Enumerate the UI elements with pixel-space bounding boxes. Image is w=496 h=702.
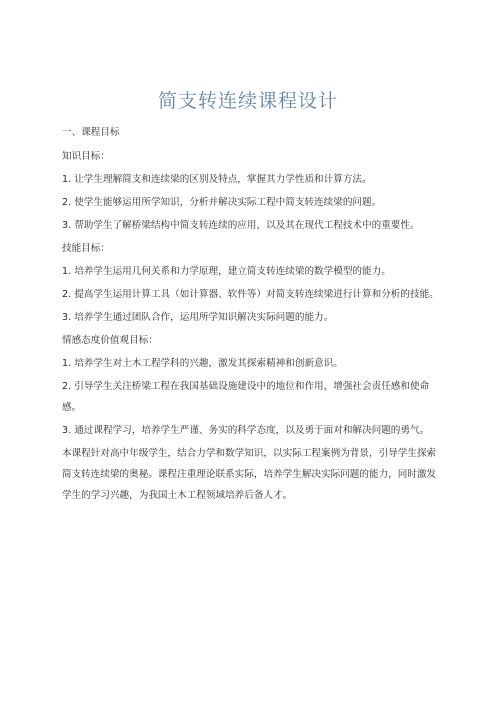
skill-goal-1: 1. 培养学生运用几何关系和力学原理，建立简支转连续梁的数学模型的能力。 <box>62 266 391 277</box>
knowledge-goal-2: 2. 使学生能够运用所学知识，分析并解决实际工程中简支转连续梁的问题。 <box>62 197 382 208</box>
skill-goal-3: 3. 培养学生通过团队合作，运用所学知识解决实际问题的能力。 <box>62 312 334 323</box>
document-body <box>62 124 440 512</box>
affective-goal-3: 3. 通过课程学习，培养学生严谨、务实的科学态度，以及勇于面对和解决问题的勇气。 <box>62 425 430 436</box>
course-summary-paragraph: 本课程针对高中年级学生，结合力学和数学知识，以实际工程案例为背景，引导学生探索简支转连续梁的奥秘。课程注重理论联系实际，培养学生解决实际问题的能力，同时激发学生的学习兴趣，为我国土木工程领域培养后备人才。 <box>62 448 437 501</box>
knowledge-goals-label: 知识目标： <box>62 151 110 162</box>
skill-goals-label: 技能目标： <box>62 243 110 254</box>
section-heading-course-objectives: 一、课程目标 <box>62 127 120 138</box>
skill-goal-2: 2. 提高学生运用计算工具（如计算器、软件等）对简支转连续梁进行计算和分析的技能。 <box>62 289 439 300</box>
knowledge-goal-3: 3. 帮助学生了解桥梁结构中简支转连续的应用，以及其在现代工程技术中的重要性。 <box>62 220 420 231</box>
affective-goals-label: 情感态度价值观目标： <box>62 335 158 346</box>
affective-goal-2: 2. 引导学生关注桥梁工程在我国基础设施建设中的地位和作用，增强社会责任感和使命感。 <box>62 381 430 413</box>
knowledge-goal-1: 1. 让学生理解简支和连续梁的区别及特点，掌握其力学性质和计算方法。 <box>62 174 372 185</box>
document-title: 简支转连续课程设计 <box>157 90 338 112</box>
affective-goal-1: 1. 培养学生对土木工程学科的兴趣，激发其探索精神和创新意识。 <box>62 358 343 369</box>
